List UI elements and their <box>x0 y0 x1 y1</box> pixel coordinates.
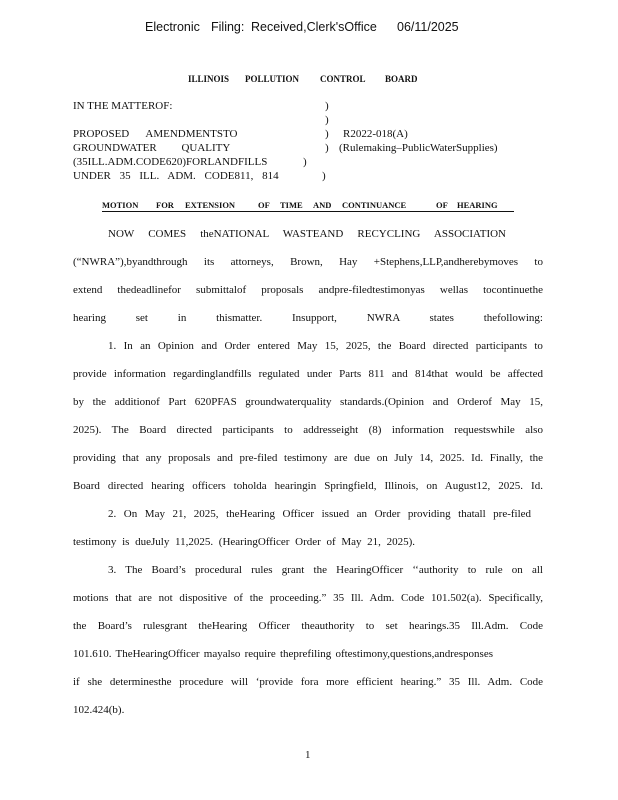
stamp-date: 06/11/2025 <box>397 20 459 34</box>
body-line: 101.610. TheHearingOfficer mayalso require theprefiling oftestimony,questions,andresponses <box>73 648 494 660</box>
motion-title-word: HEARING <box>457 200 498 210</box>
body-line: if she determinesthe procedure will ‘provide fora more efficient hearing.” 35 Ill. Adm. Code <box>73 676 544 688</box>
caption-paren: ) <box>325 128 329 140</box>
stamp-electronic: Electronic <box>145 20 200 34</box>
body-line: 102.424(b). <box>73 704 125 716</box>
board-title-word: ILLINOIS <box>188 74 230 84</box>
motion-title <box>102 200 514 212</box>
body-line: providing that any proposals and pre-filed testimony are due on July 14, 2025. Id. Finally, the <box>73 452 544 464</box>
body-line: (“NWRA”),byandthrough its attorneys, Brown, Hay +Stephens,LLP,andherebymoves to <box>73 256 543 268</box>
body-line: 3. The Board’s procedural rules grant the HearingOfficer ‘‘authority to rule on all <box>108 564 543 576</box>
body-line: the Board’s rulesgrant theHearing Officer theauthority to set hearings.35 Ill.Adm. Code <box>73 620 543 632</box>
body-line: Board directed hearing officers toholda hearingin Springfield, Illinois, on August12, 2025. Id. <box>73 480 543 492</box>
body-line: 1. In an Opinion and Order entered May 15, 2025, the Board directed participants to <box>108 340 543 352</box>
motion-title-word: AND <box>313 200 332 210</box>
caption-line: PROPOSED AMENDMENTSTO <box>73 128 238 140</box>
caption-line: GROUNDWATER QUALITY <box>73 142 231 154</box>
caption-in-the-matter: IN THE MATTEROF: <box>73 100 173 112</box>
caption-paren: ) <box>325 114 329 126</box>
caption-paren: ) <box>325 100 329 112</box>
case-number: R2022-018(A) <box>343 128 408 140</box>
caption-line: UNDER 35 ILL. ADM. CODE811, 814 <box>73 170 279 182</box>
board-title-word: BOARD <box>385 74 418 84</box>
stamp-filing: Filing: <box>211 20 245 34</box>
motion-title-word: OF <box>436 200 448 210</box>
body-line: provide information regardinglandfills regulated under Parts 811 and 814that would be affected <box>73 368 543 380</box>
body-line: by the additionof Part 620PFAS groundwaterquality standards.(Opinion and Orderof May 15, <box>73 396 544 408</box>
motion-title-word: EXTENSION <box>185 200 236 210</box>
motion-title-word: OF <box>258 200 270 210</box>
body-line: hearing set in thismatter. Insupport, NWRA states thefollowing: <box>73 312 543 324</box>
caption-line: (35ILL.ADM.CODE620)FORLANDFILLS <box>73 156 268 168</box>
stamp-received: Received,Clerk'sOffice <box>251 20 377 34</box>
body-line: testimony is dueJuly 11,2025. (HearingOfficer Order of May 21, 2025). <box>73 536 416 548</box>
page-number: 1 <box>305 749 311 761</box>
body-line: extend thedeadlinefor submittalof proposals andpre-filedtestimonyas wellas tocontinuethe <box>73 284 543 296</box>
body-line: motions that are not dispositive of the proceeding.” 35 Ill. Adm. Code 101.502(a). Specifically, <box>73 592 543 604</box>
caption-paren: ) <box>303 156 307 168</box>
body-line: 2. On May 21, 2025, theHearing Officer issued an Order providing thatall pre-filed <box>108 508 532 520</box>
motion-title-word: CONTINUANCE <box>342 200 407 210</box>
motion-title-word: FOR <box>156 200 174 210</box>
motion-title-word: MOTION <box>102 200 139 210</box>
rulemaking-label: (Rulemaking–PublicWaterSupplies) <box>339 142 498 154</box>
body-line: 2025). The Board directed participants to addresseight (8) information requestswhile also <box>73 424 543 436</box>
body-line: NOW COMES theNATIONAL WASTEAND RECYCLING ASSOCIATION <box>108 228 507 240</box>
caption-paren: ) <box>322 170 326 182</box>
motion-title-word: TIME <box>280 200 303 210</box>
board-title-word: POLLUTION <box>245 74 300 84</box>
caption-paren: ) <box>325 142 329 154</box>
board-title-word: CONTROL <box>320 74 366 84</box>
